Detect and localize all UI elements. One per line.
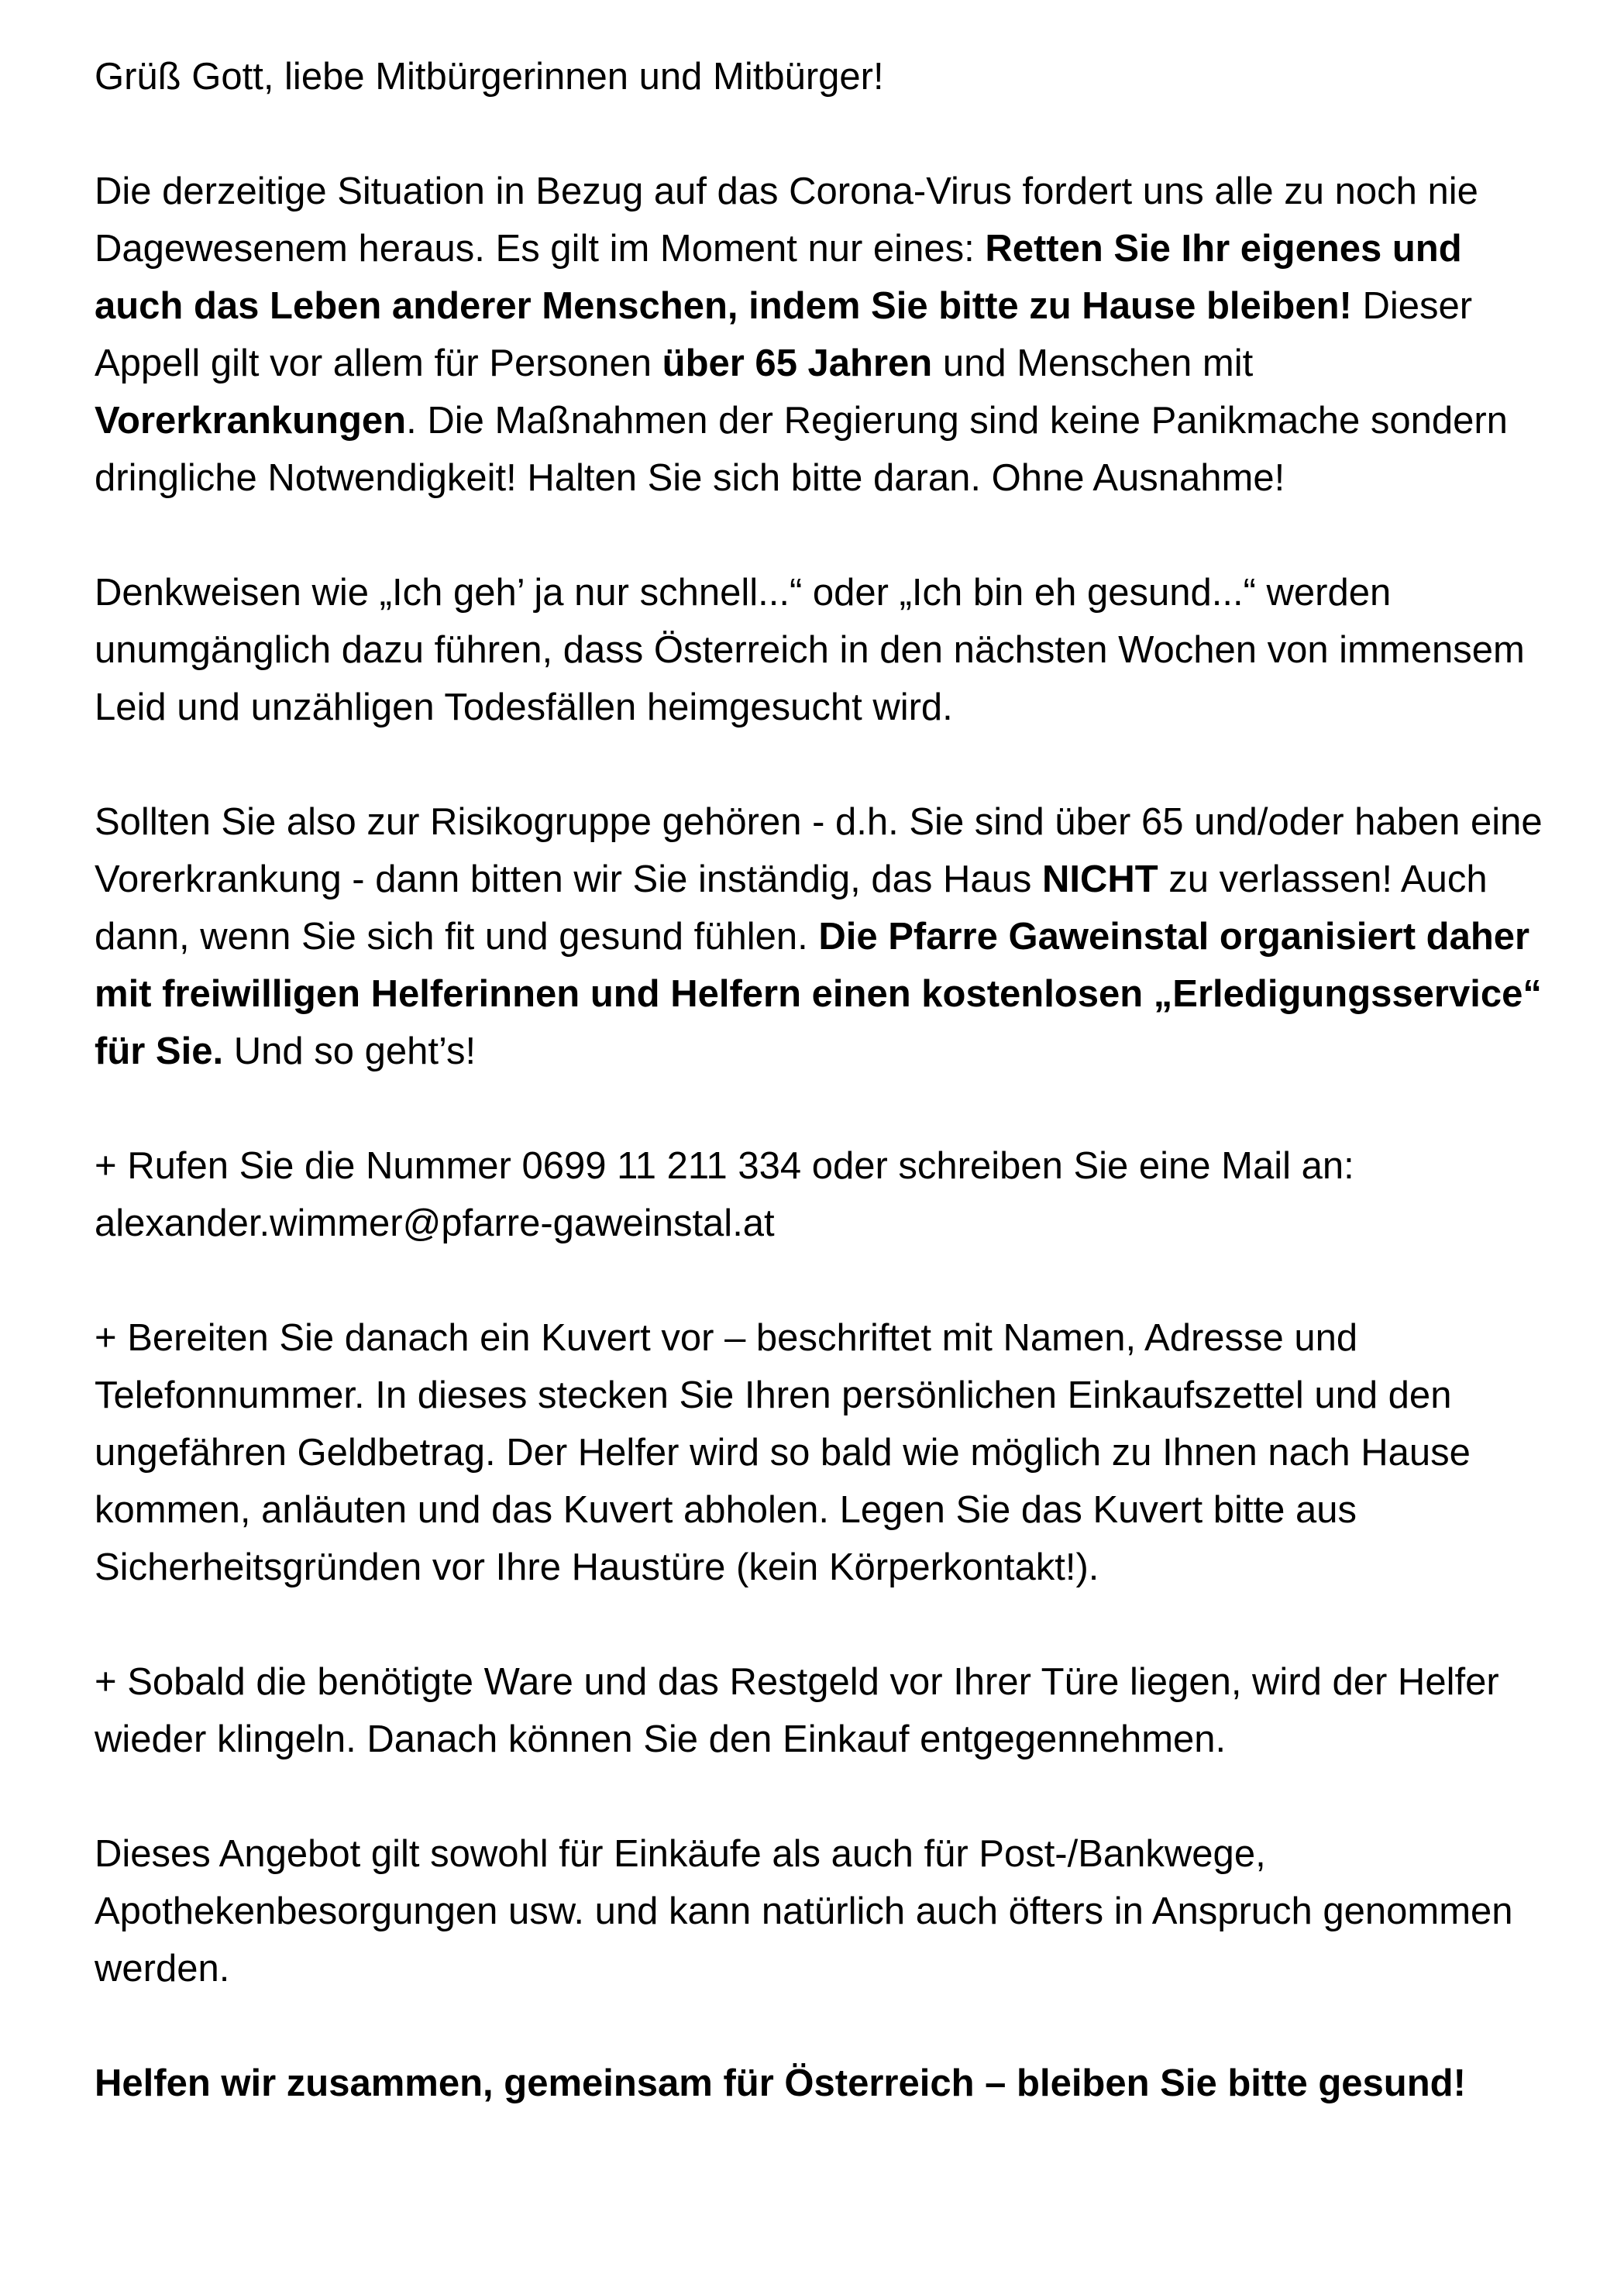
step-receive-goods: + Sobald die benötigte Ware und das Restgeld vor Ihrer Türe liegen, wird der Helfer wieder klingeln. Danach können Sie den Einkauf entgegennehmen. [95,1661,1499,1760]
closing-statement: Helfen wir zusammen, gemeinsam für Österreich – bleiben Sie bitte gesund! [95,2062,1466,2104]
text-run: + Rufen Sie die Nummer 0699 11 211 334 oder schreiben Sie eine Mail an: [95,1145,1354,1187]
email-link[interactable]: alexander.wimmer@pfarre-gaweinstal.at [95,1202,775,1244]
bold-appeal-stay-home: Retten Sie Ihr eigenes und auch das Leben anderer Menschen, indem Sie bitte zu Hause bleiben! [95,228,1462,327]
paragraph-risk-group [95,793,1554,1080]
text-run: und Menschen mit [932,342,1254,384]
bold-service-announcement: Die Pfarre Gaweinstal organisiert daher mit freiwilligen Helferinnen und Helfern einen kostenlosen „Erledigungsservice“ für Sie. [95,916,1542,1072]
bold-over-65: über 65 Jahren [662,342,933,384]
paragraph-situation [95,163,1554,507]
paragraph-offer: Dieses Angebot gilt sowohl für Einkäufe als auch für Post-/Bankwege, Apothekenbesorgungen usw. und kann natürlich auch öfters in Anspruch genommen werden. [95,1833,1513,1990]
step-call-or-mail [95,1137,1554,1252]
text-run: . Die Maßnahmen der Regierung sind keine Panikmache sondern dringliche Notwendigkeit! Halten Sie sich bitte daran. Ohne Ausnahme! [95,400,1508,499]
greeting: Grüß Gott, liebe Mitbürgerinnen und Mitbürger! [95,56,884,98]
bold-preconditions: Vorerkrankungen [95,400,407,442]
step-prepare-envelope: + Bereiten Sie danach ein Kuvert vor – beschriftet mit Namen, Adresse und Telefonnummer. In dieses stecken Sie Ihren persönlichen Einkaufszettel und den ungefähren Geldbetrag. Der Helfer wird so bald wie möglich zu Ihnen nach Hause kommen, anläuten und das Kuvert abholen. Legen Sie das Kuvert bitte aus Sicherheitsgründen vor Ihre Haustüre (kein Körperkontakt!). [95,1317,1471,1588]
bold-not: NICHT [1041,858,1158,900]
text-run: Sollten Sie also zur Risikogruppe gehören - d.h. Sie sind über 65 und/oder haben eine Vorerkrankung - dann bitten wir Sie inständig, das Haus [95,801,1543,900]
text-run: Die derzeitige Situation in Bezug auf das Corona-Virus fordert uns alle zu noch nie Dagewesenem heraus. Es gilt im Moment nur eines: [95,170,1478,270]
text-run: Dieser Appell gilt vor allem für Personen [95,285,1473,384]
text-run: zu verlassen! Auch dann, wenn Sie sich fit und gesund fühlen. [95,858,1488,958]
paragraph-mindsets: Denkweisen wie „Ich geh’ ja nur schnell...“ oder „Ich bin eh gesund...“ werden unumgänglich dazu führen, dass Österreich in den nächsten Wochen von immensem Leid und unzähligen Todesfällen heimgesucht wird. [95,572,1525,728]
text-run: Und so geht’s! [223,1030,477,1072]
